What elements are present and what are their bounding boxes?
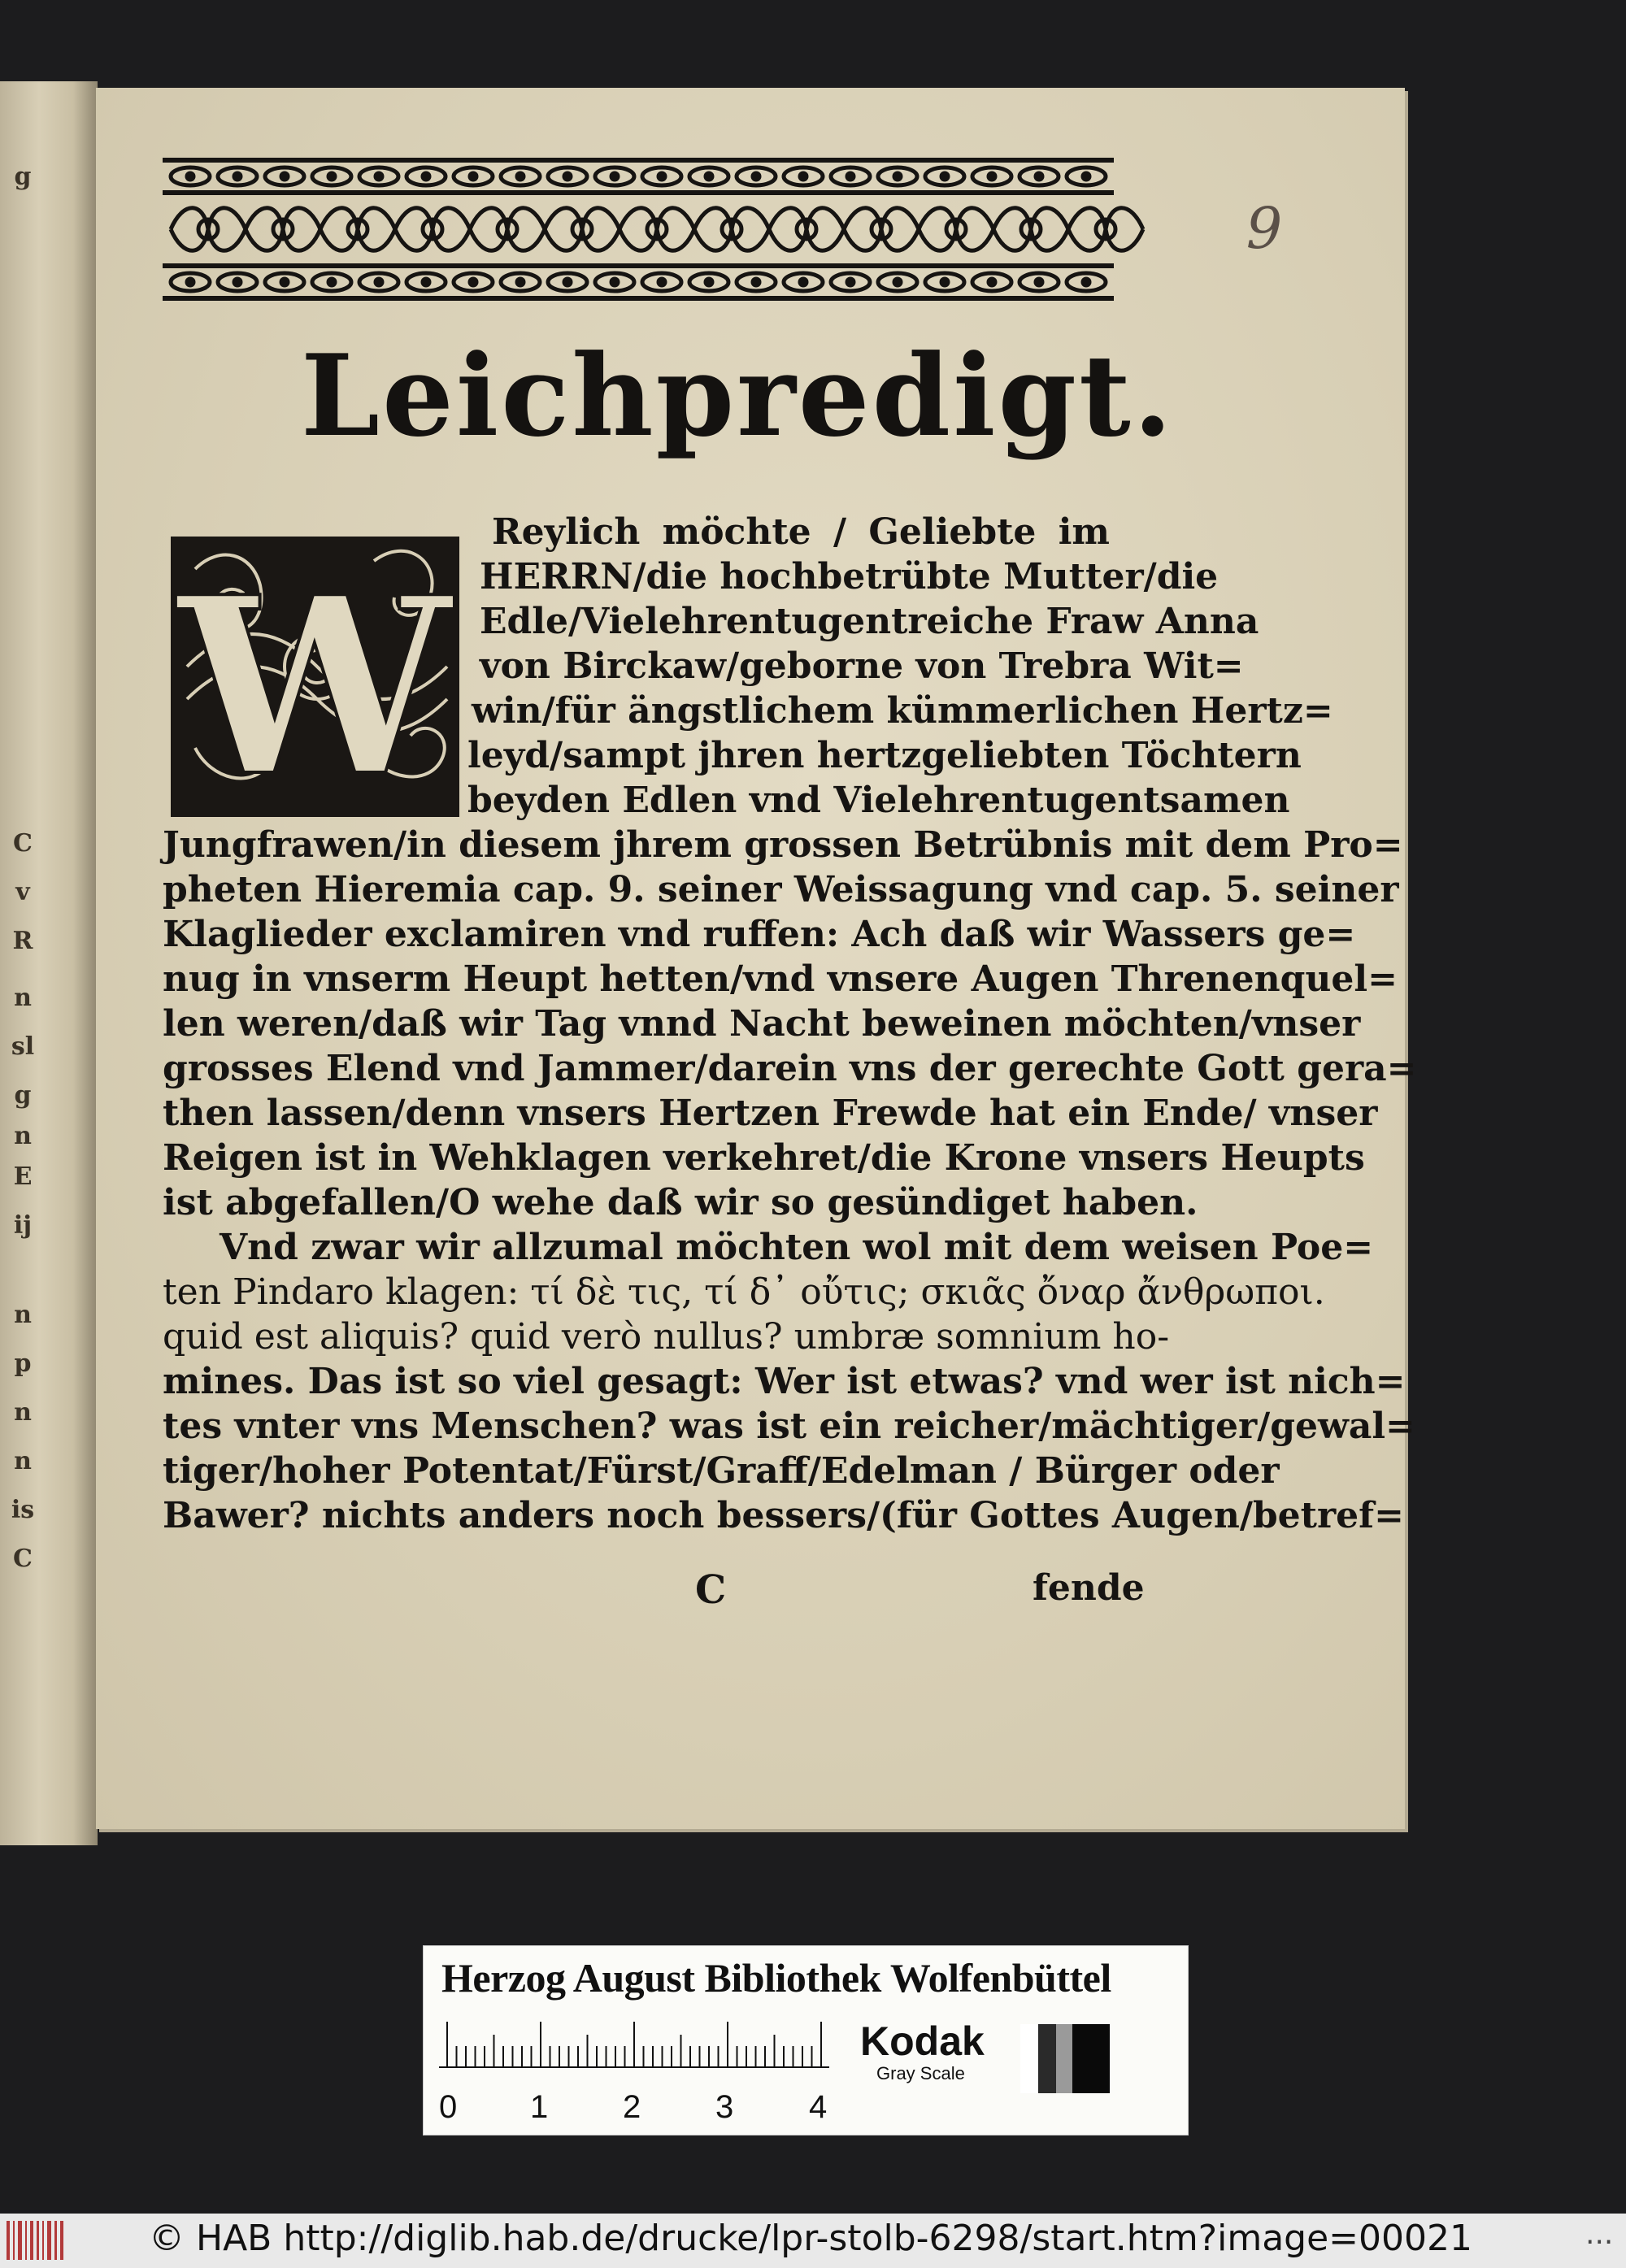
text-line: quid est aliquis? quid verò nullus? umbræ somnium ho-: [163, 1316, 1170, 1358]
text-line: nug in vnserm Heupt hetten/vnd vnsere Augen Threnenquel=: [163, 958, 1398, 1000]
text-line: tes vnter vns Menschen? was ist ein reicher/mächtiger/gewal=: [163, 1406, 1415, 1447]
text-line: ist abgefallen/O wehe daß wir so gesündiget haben.: [163, 1182, 1198, 1223]
text-line: von Birckaw/geborne von Trebra Wit=: [480, 645, 1244, 687]
ruler-number: 3: [715, 2089, 734, 2125]
copyright-url[interactable]: © HAB http://diglib.hab.de/drucke/lpr-stolb-6298/start.htm?image=00021: [149, 2218, 1473, 2259]
text-line: Reigen ist in Wehklagen verkehret/die Krone vnsers Heupts: [163, 1137, 1365, 1179]
text-line: tiger/hoher Potentat/Fürst/Graff/Edelman / Bürger oder: [163, 1450, 1280, 1492]
text-line: Jungfrawen/in diesem jhrem grossen Betrübnis mit dem Pro=: [163, 824, 1403, 866]
previous-page-edge: g C v R n sl g n E ij n p n n is C: [0, 81, 98, 1845]
page-title: Leichpredigt.: [301, 329, 1175, 462]
ruler-number: 0: [439, 2089, 458, 2125]
text-line: Bawer? nichts anders noch bessers/(für Gottes Augen/betref=: [163, 1495, 1404, 1536]
text-line: mines. Das ist so viel gesagt: Wer ist etwas? vnd wer ist nich=: [163, 1361, 1406, 1402]
grayscale-label: Gray Scale: [876, 2063, 965, 2083]
ruler-number: 4: [809, 2089, 828, 2125]
text-line: leyd/sampt jhren hertzgeliebten Töchtern: [467, 735, 1302, 776]
text-line: len weren/daß wir Tag vnnd Nacht beweinen möchten/vnser: [163, 1003, 1361, 1045]
ruler-number: 2: [623, 2089, 641, 2125]
catchword: fende: [1033, 1567, 1145, 1609]
text-line: Klaglieder exclamiren vnd ruffen: Ach daß wir Wassers ge=: [163, 914, 1356, 955]
text-line: Edle/Vielehrentugentreiche Fraw Anna: [480, 601, 1259, 642]
text-line: Reylich möchte / Geliebte im: [492, 511, 1110, 553]
folio-mark: 9: [1246, 195, 1283, 262]
signature-mark: C: [695, 1567, 727, 1613]
ruler-number: 1: [530, 2089, 549, 2125]
text-line: then lassen/denn vnsers Hertzen Frewde hat ein Ende/ vnser: [163, 1093, 1378, 1134]
text-line: pheten Hieremia cap. 9. seiner Weissagung vnd cap. 5. seiner: [163, 869, 1399, 910]
text-line: Vnd zwar wir allzumal möchten wol mit dem weisen Poe=: [220, 1227, 1374, 1268]
grayscale-patch: [1020, 2024, 1110, 2093]
text-line: win/für ängstlichem kümmerlichen Hertz=: [472, 690, 1333, 732]
library-name: Herzog August Bibliothek Wolfenbüttel: [441, 1955, 1111, 2001]
text-line: ten Pindaro klagen: τί δὲ τις, τί δ᾽ οὔτις; σκιᾶς ὄναρ ἄνθρωποι.: [163, 1271, 1325, 1313]
kodak-logo: Kodak: [860, 2018, 985, 2064]
more-icon[interactable]: ...: [1585, 2218, 1614, 2251]
text-line: grosses Elend vnd Jammer/darein vns der gerechte Gott gera=: [163, 1048, 1417, 1089]
initial-letter: W: [177, 543, 452, 830]
text-line: beyden Edlen vnd Vielehrentugentsamen: [467, 780, 1290, 821]
decorated-initial: [163, 504, 467, 830]
ornamental-headpiece: [159, 150, 1118, 309]
barcode-icon[interactable]: [5, 2218, 70, 2263]
scale-ruler: [439, 2020, 846, 2093]
text-line: HERRN/die hochbetrübte Mutter/die: [480, 556, 1219, 597]
